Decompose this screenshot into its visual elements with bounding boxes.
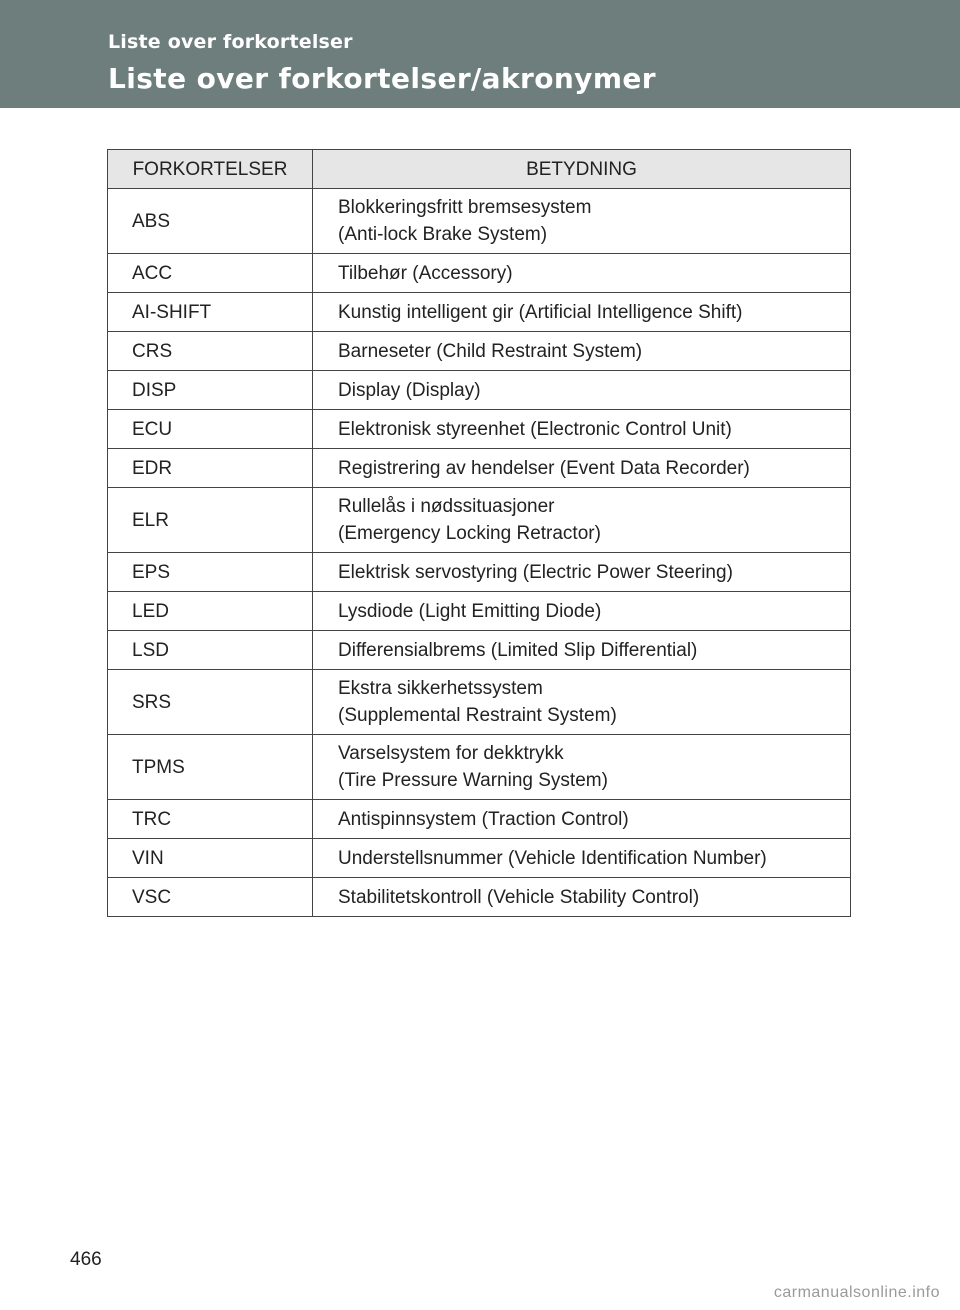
meaning-line: Stabilitetskontroll (Vehicle Stability Control) — [338, 886, 700, 908]
meaning-line: Blokkeringsfritt bremsesystem — [338, 197, 592, 218]
meaning-line: Varselsystem for dekktrykk — [338, 743, 564, 764]
meaning-line: Kunstig intelligent gir (Artificial Intelligence Shift) — [338, 301, 743, 323]
table-row — [108, 254, 851, 293]
abbreviation-cell: LED — [108, 592, 313, 631]
meaning-cell — [313, 410, 851, 449]
meaning-cell — [313, 878, 851, 917]
meaning-cell — [313, 553, 851, 592]
meaning-cell — [313, 800, 851, 839]
table-body — [108, 189, 851, 917]
table-row — [108, 410, 851, 449]
table-row — [108, 553, 851, 592]
header-banner — [0, 0, 960, 108]
meaning-cell — [313, 488, 851, 553]
abbreviation-cell: ELR — [108, 488, 313, 553]
meaning-line: Tilbehør (Accessory) — [338, 262, 513, 284]
table-row — [108, 371, 851, 410]
abbreviation-cell: AI-SHIFT — [108, 293, 313, 332]
abbreviation-cell: SRS — [108, 670, 313, 735]
abbreviation-cell: ECU — [108, 410, 313, 449]
meaning-line: Understellsnummer (Vehicle Identification Number) — [338, 847, 767, 869]
meaning-cell — [313, 254, 851, 293]
meaning-cell — [313, 449, 851, 488]
abbreviation-cell: LSD — [108, 631, 313, 670]
meaning-line: (Anti-lock Brake System) — [338, 224, 548, 245]
meaning-line: (Supplemental Restraint System) — [338, 705, 617, 726]
table-row — [108, 631, 851, 670]
meaning-line: Rullelås i nødssituasjoner — [338, 496, 555, 517]
meaning-line: Display (Display) — [338, 379, 481, 401]
meaning-cell — [313, 592, 851, 631]
table-row — [108, 878, 851, 917]
page-title: Liste over forkortelser/akronymer — [108, 62, 656, 95]
column-header-abbreviations: FORKORTELSER — [108, 150, 313, 189]
meaning-line: Registrering av hendelser (Event Data Recorder) — [338, 457, 750, 479]
meaning-line: Antispinnsystem (Traction Control) — [338, 808, 629, 830]
abbreviation-cell: CRS — [108, 332, 313, 371]
meaning-line: (Emergency Locking Retractor) — [338, 523, 601, 544]
meaning-line: Elektrisk servostyring (Electric Power Steering) — [338, 561, 733, 583]
section-title: Liste over forkortelser — [108, 31, 353, 53]
abbreviation-cell: TPMS — [108, 735, 313, 800]
meaning-cell — [313, 735, 851, 800]
table-row — [108, 449, 851, 488]
abbreviation-cell: VIN — [108, 839, 313, 878]
meaning-cell — [313, 293, 851, 332]
meaning-line: Elektronisk styreenhet (Electronic Control Unit) — [338, 418, 732, 440]
meaning-cell — [313, 670, 851, 735]
meaning-line: Ekstra sikkerhetssystem — [338, 678, 543, 699]
table-row — [108, 800, 851, 839]
meaning-cell — [313, 332, 851, 371]
abbreviation-cell: ACC — [108, 254, 313, 293]
table-row — [108, 488, 851, 553]
watermark: carmanualsonline.info — [773, 1284, 940, 1301]
column-header-meaning: BETYDNING — [313, 150, 851, 189]
meaning-cell — [313, 839, 851, 878]
abbreviation-cell: EDR — [108, 449, 313, 488]
abbreviation-cell: ABS — [108, 189, 313, 254]
meaning-cell — [313, 631, 851, 670]
meaning-cell — [313, 371, 851, 410]
abbreviation-cell: DISP — [108, 371, 313, 410]
abbreviation-table — [107, 149, 851, 917]
abbreviation-cell: EPS — [108, 553, 313, 592]
table-row — [108, 189, 851, 254]
meaning-line: Lysdiode (Light Emitting Diode) — [338, 600, 602, 622]
table-row — [108, 735, 851, 800]
meaning-cell — [313, 189, 851, 254]
table-row — [108, 293, 851, 332]
page-number: 466 — [70, 1249, 102, 1270]
table-row — [108, 592, 851, 631]
table-row — [108, 839, 851, 878]
abbreviation-cell: TRC — [108, 800, 313, 839]
abbreviation-cell: VSC — [108, 878, 313, 917]
table-header-row — [108, 150, 851, 189]
table-row — [108, 670, 851, 735]
meaning-line: Differensialbrems (Limited Slip Differential) — [338, 639, 698, 661]
meaning-line: (Tire Pressure Warning System) — [338, 770, 608, 791]
table-row — [108, 332, 851, 371]
meaning-line: Barneseter (Child Restraint System) — [338, 340, 643, 362]
